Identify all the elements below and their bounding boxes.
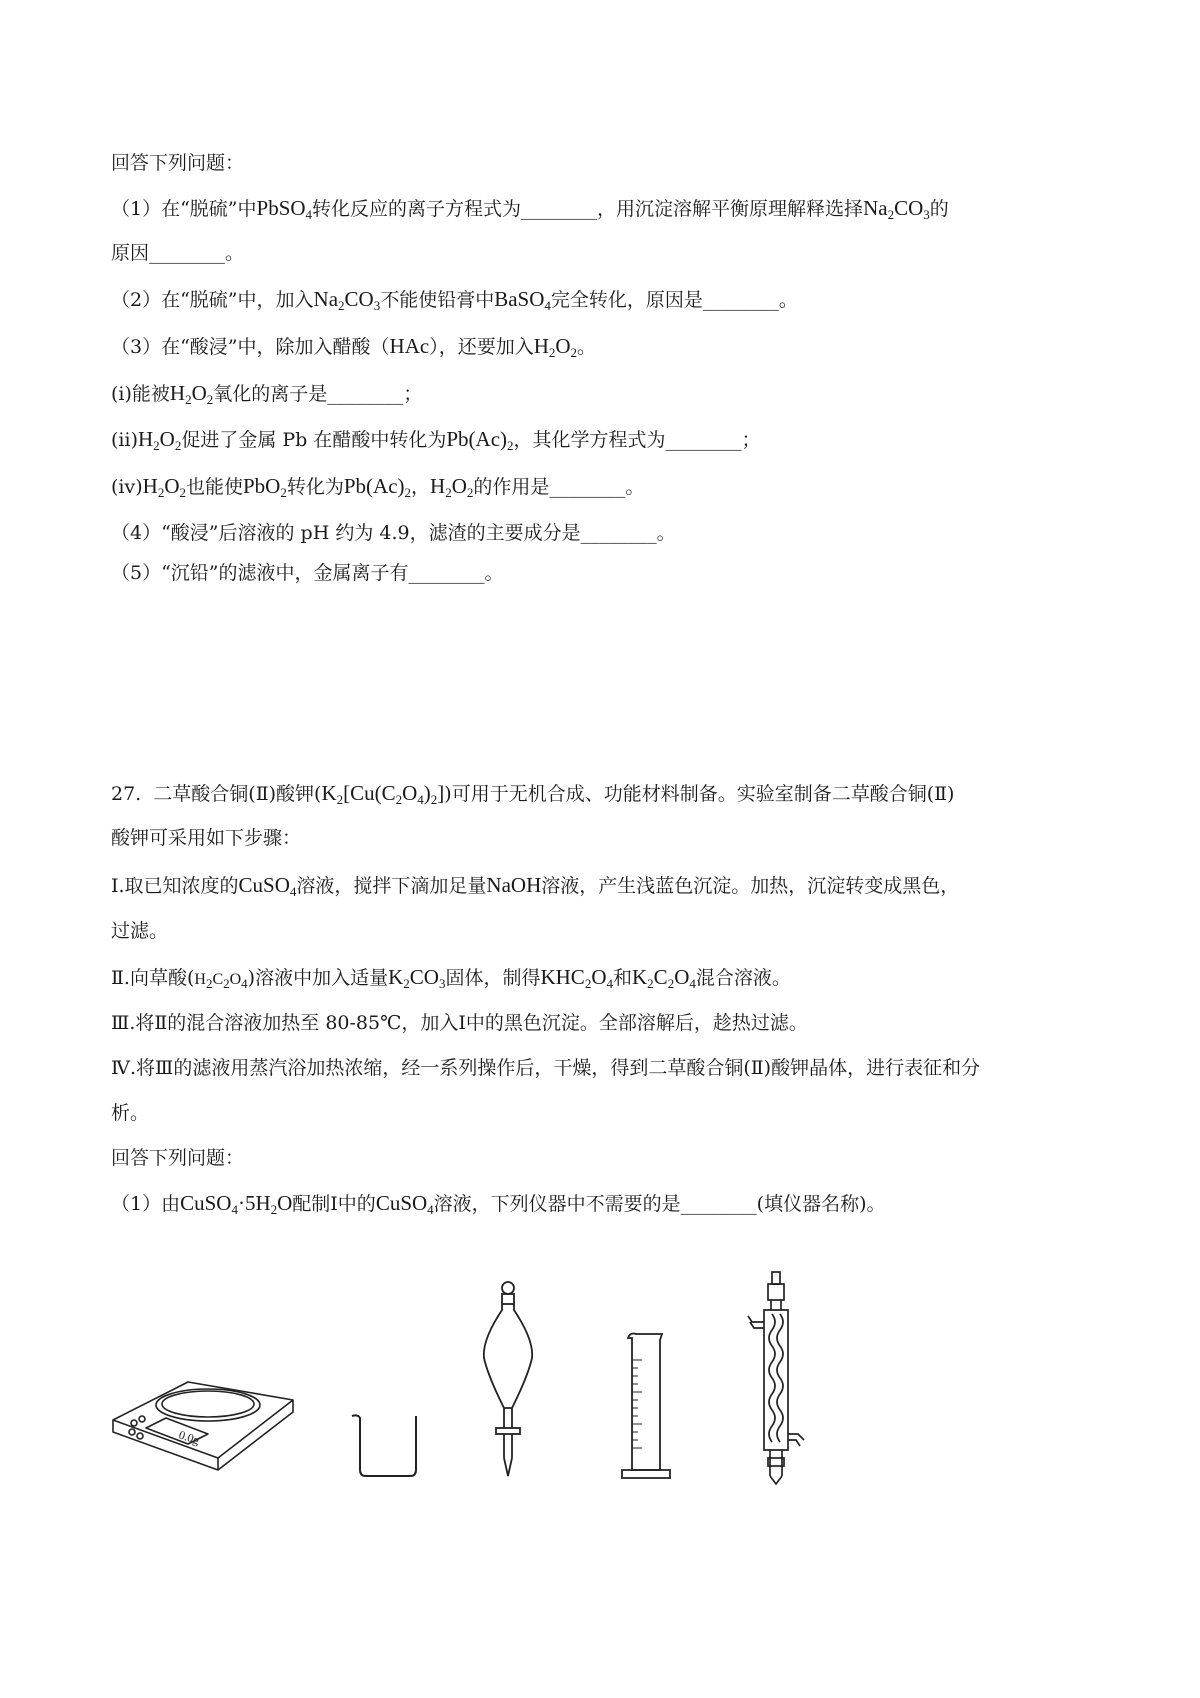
question-2: （2）在“脱硫”中，加入$Na_2CO_3$不能使铅膏中BaSO$_4$完全转化，原因是________。: [111, 287, 798, 313]
question-4: （4）“酸浸”后溶液的 pH 约为 4.9，滤渣的主要成分是________。: [111, 522, 676, 544]
question-1: （1）在“脱硫”中PbSO$_4$转化反应的离子方程式为________，用沉淀溶解平衡原理解释选择$Na_2CO_3$的: [111, 196, 949, 222]
step-1: Ⅰ.取已知浓度的CuSO$_4$溶液，搅拌下滴加足量NaOH溶液，产生浅蓝色沉淀。加热，沉淀转变成黑色，: [111, 873, 960, 899]
step-4-line2: 析。: [111, 1102, 150, 1124]
step-3: Ⅲ.将Ⅱ的混合溶液加热至 80-85℃，加入Ⅰ中的黑色沉淀。全部溶解后，趁热过滤。: [111, 1012, 808, 1034]
section2-header: 回答下列问题：: [111, 1147, 245, 1169]
question-3-iv: $(ⅳ)H_2O_2$也能使PbO$_2$转化为$Pb(Ac)_2$，$H_2O_2$的作用是________。: [111, 474, 645, 500]
question-3: （3）在“酸浸”中，除加入醋酸（HAc），还要加入$H_2O_2$。: [111, 334, 597, 360]
question-1-line2: 原因________。: [111, 242, 245, 264]
graduated-cylinder-icon: [616, 1330, 676, 1485]
balance-display: 0.0g: [177, 1427, 202, 1448]
question-3-i: (ⅰ)能被$H_2O_2$氧化的离子是________；: [111, 381, 423, 407]
step-1-line2: 过滤。: [111, 920, 169, 942]
instrument-figures: [0, 1270, 1200, 1510]
question-5: （5）“沉铅”的滤液中，金属离子有________。: [111, 562, 504, 584]
section1-header: 回答下列问题：: [111, 152, 245, 174]
step-4: Ⅳ.将Ⅲ的滤液用蒸汽浴加热浓缩，经一系列操作后，干燥，得到二草酸合铜(Ⅱ)酸钾晶体，进行表征和分: [111, 1057, 981, 1079]
beaker-icon: [348, 1410, 428, 1480]
separatory-funnel-icon: [478, 1280, 538, 1485]
question-27-intro: 27. 二草酸合铜(Ⅱ)酸钾$(K_2[Cu(C_2O_4)_2])$可用于无机合成、功能材料制备。实验室制备二草酸合铜(Ⅱ): [111, 781, 955, 807]
section2-question-1: （1）由$CuSO_4\cdot 5H_2O$配制Ⅰ中的CuSO$_4$溶液，下列仪器中不需要的是________(填仪器名称)。: [111, 1191, 886, 1217]
question-3-ii: $(ⅱ)H_2O_2$促进了金属 Pb 在醋酸中转化为$Pb(Ac)_2$，其化学方程式为________；: [111, 427, 761, 453]
electronic-balance-icon: [108, 1360, 298, 1480]
step-2: Ⅱ.向草酸$(H_2C_2O_4)$溶液中加入适量$K_2CO_3$固体，制得$KHC_2O_4$和$K_2C_2O_4$混合溶液。: [111, 965, 791, 991]
condenser-icon: [742, 1270, 812, 1490]
question-27-intro-line2: 酸钾可采用如下步骤：: [111, 827, 302, 849]
